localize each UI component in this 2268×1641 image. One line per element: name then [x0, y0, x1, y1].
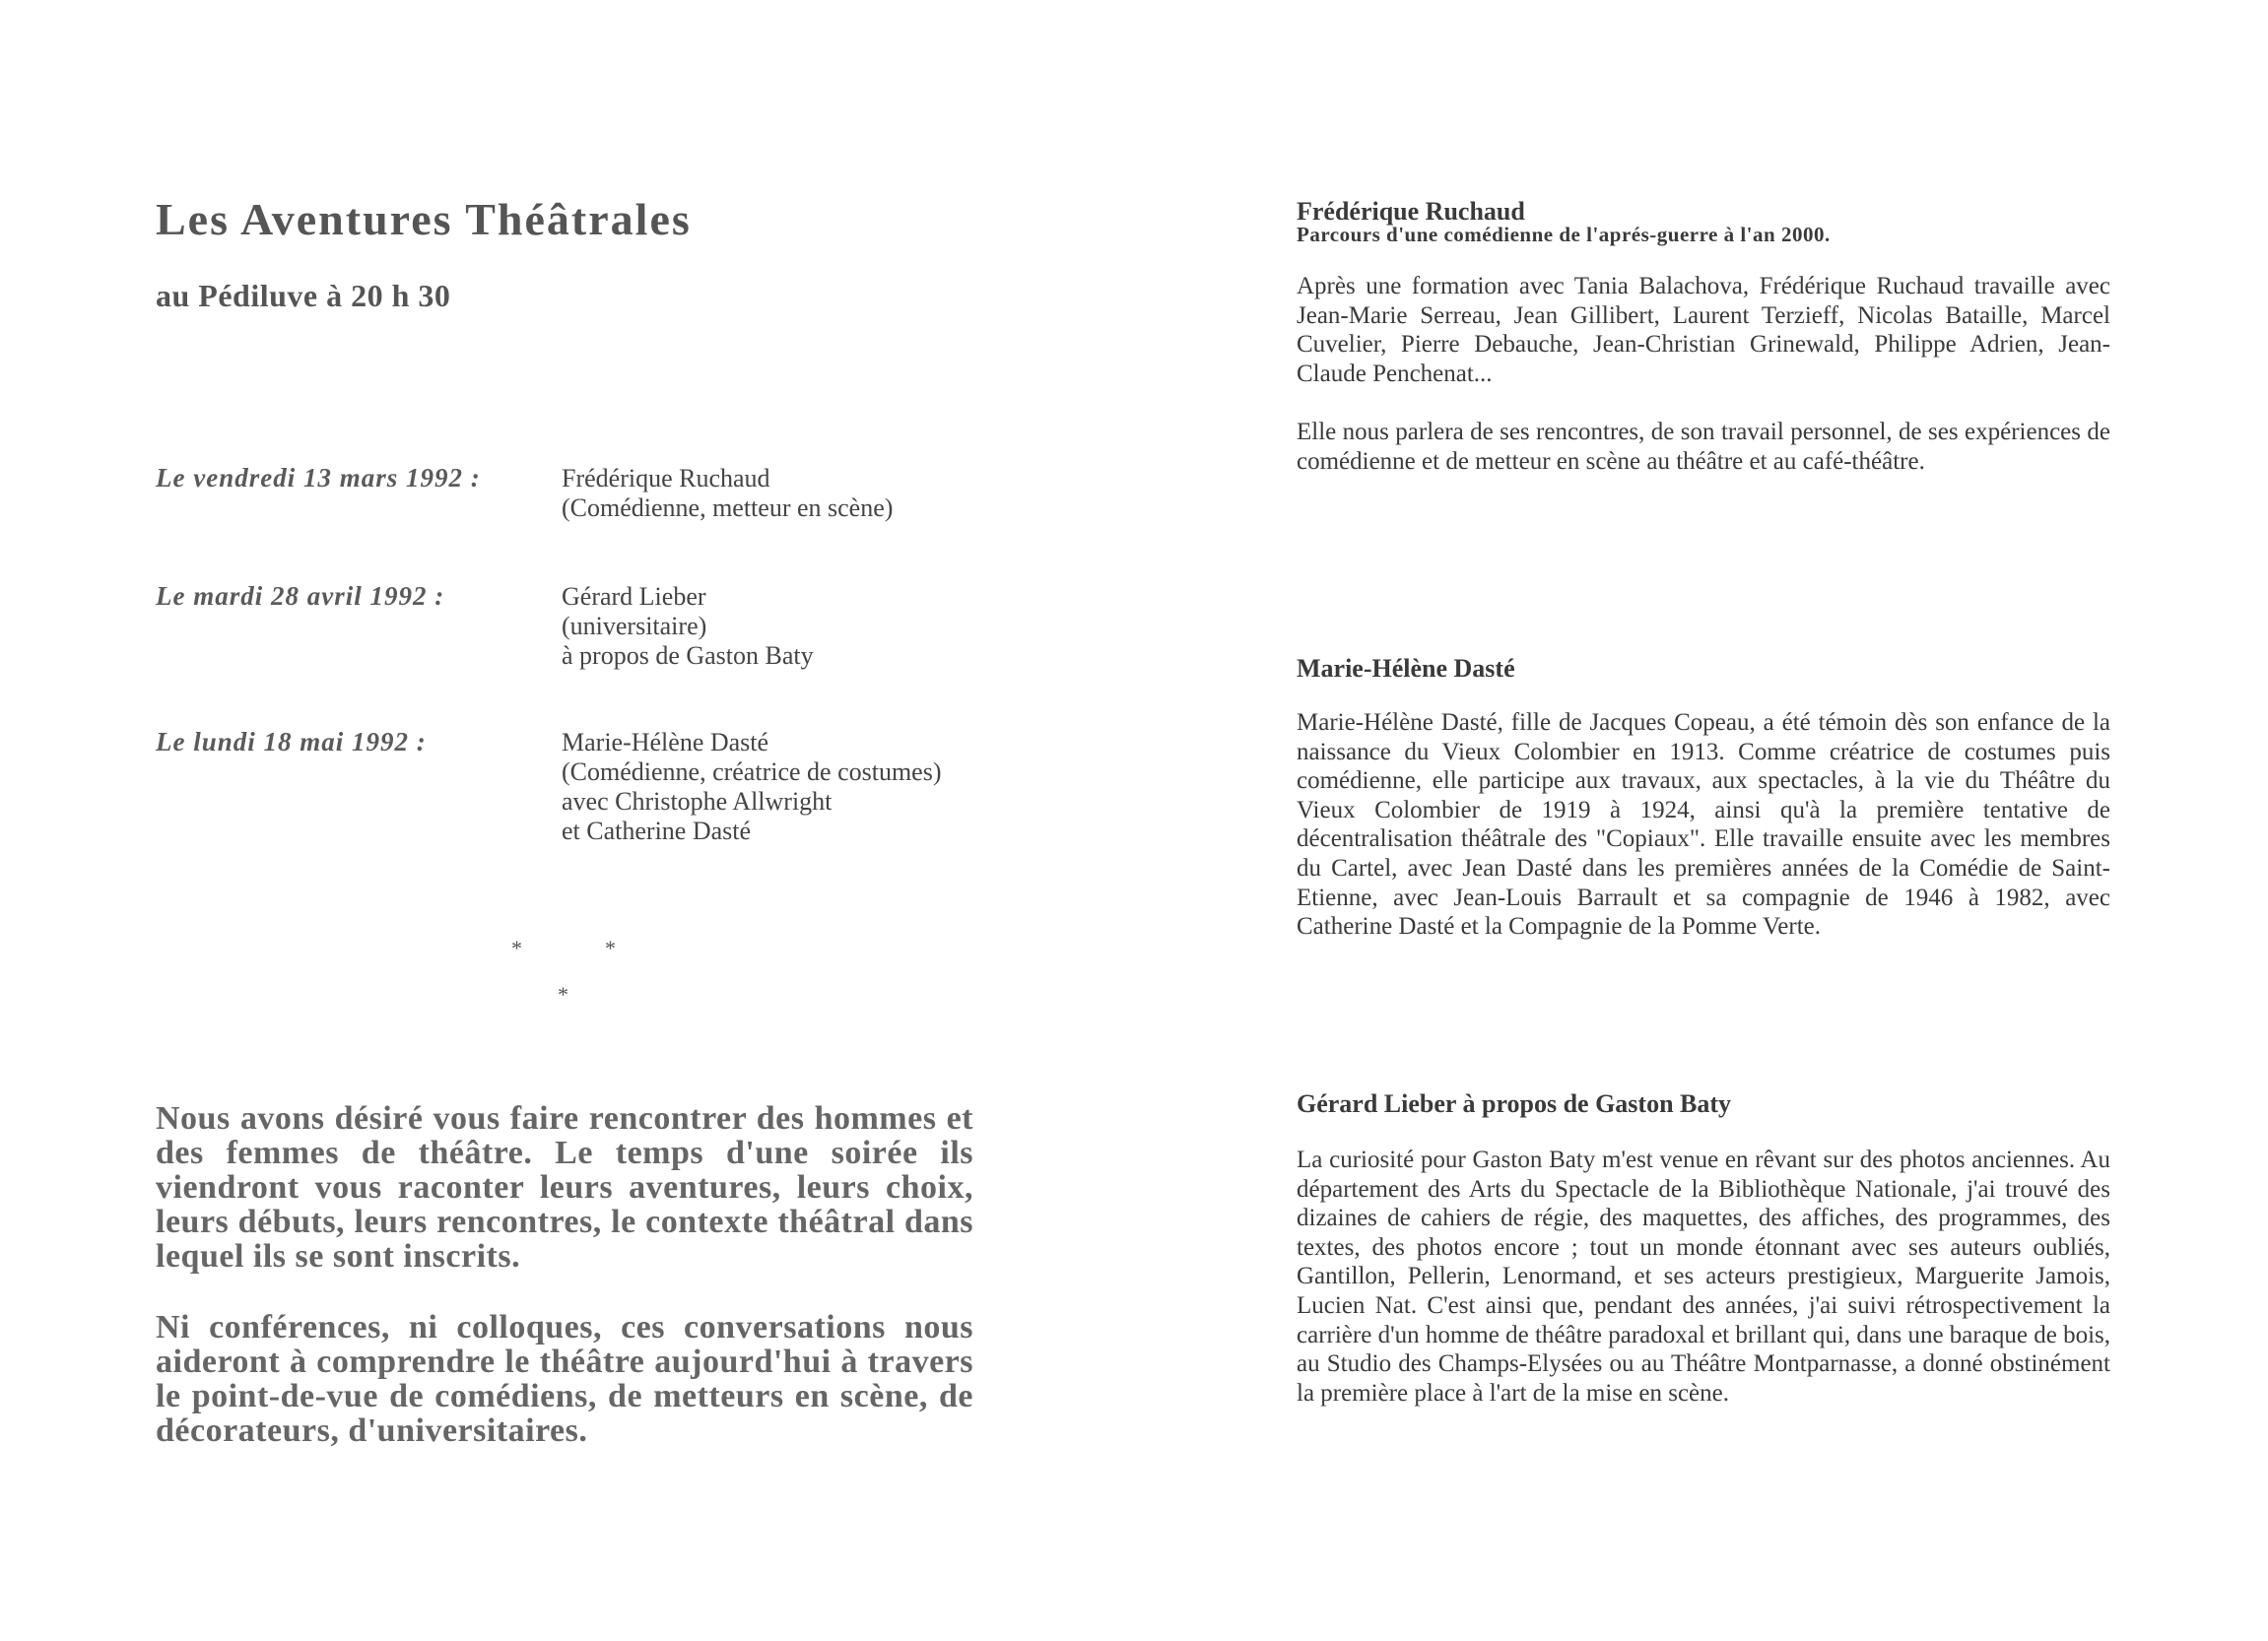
ruchaud-paragraph-2: Elle nous parlera de ses rencontres, de son travail personnel, de ses expériences de comédienne et de metteur en scène au théâtre et au café-théâtre.: [1297, 419, 2110, 475]
separator-star: *: [558, 982, 568, 1007]
daste-heading: Marie-Hélène Dasté: [1297, 654, 1515, 683]
programme-line: à propos de Gaston Baty: [562, 641, 814, 670]
separator-star: *: [605, 936, 616, 960]
separator-star: *: [511, 936, 522, 960]
document-title: Les Aventures Théâtrales: [156, 194, 692, 244]
intro-paragraph-2: Ni conférences, ni colloques, ces conversations nous aideront à comprendre le théâtre aujourd'hui à travers le point-de-vue de comédiens, de metteurs en scène, de décorateurs, d'universitaires.: [156, 1309, 973, 1449]
programme-date-1: Le vendredi 13 mars 1992 :: [156, 463, 481, 492]
intro-paragraph-1: Nous avons désiré vous faire rencontrer des hommes et des femmes de théâtre. Le temps d'une soirée ils viendront vous raconter leurs aventures, leurs choix, leurs débuts, leurs rencontres, le contexte théâtral dans lequel ils se sont inscrits.: [156, 1100, 973, 1275]
programme-line: (Comédienne, metteur en scène): [562, 493, 894, 522]
lieber-paragraph: La curiosité pour Gaston Baty m'est venue en rêvant sur des photos anciennes. Au département des Arts du Spectacle de la Bibliothèque Nationale, j'ai trouvé des dizaines de cahiers de régie, des maquettes, des affiches, des programmes, des textes, des photos encore ; tout un monde étonnant avec ses auteurs oubliés, Gantillon, Pellerin, Lenormand, et ses acteurs prestigieux, Marguerite Jamois, Lucien Nat. C'est ainsi que, pendant des années, j'ai suivi rétrospectivement la carrière d'un homme de théâtre paradoxal et brillant qui, dans une baraque de bois, au Studio des Champs-Elysées ou au Théâtre Montparnasse, a donné obstinément la première place à l'art de la mise en scène.: [1297, 1147, 2110, 1407]
programme-line: et Catherine Dasté: [562, 817, 752, 845]
daste-paragraph: Marie-Hélène Dasté, fille de Jacques Copeau, a été témoin dès son enfance de la naissance du Vieux Colombier en 1913. Comme créatrice de costumes puis comédienne, elle participe aux travaux, aux spectacles, à la vie du Théâtre du Vieux Colombier de 1919 à 1924, ainsi qu'à la première tentative de décentralisation théâtrale des "Copiaux". Elle travaille ensuite avec les membres du Cartel, avec Jean Dasté dans les premières années de la Comédie de Saint-Etienne, avec Jean-Louis Barrault et sa compagnie de 1946 à 1982, avec Catherine Dasté et la Compagnie de la Pomme Verte.: [1297, 709, 2110, 941]
venue-time: au Pédiluve à 20 h 30: [156, 278, 451, 313]
programme-line: avec Christophe Allwright: [562, 787, 833, 816]
programme-detail-1: [562, 464, 1054, 523]
programme-line: (universitaire): [562, 612, 707, 640]
ruchaud-subheading: Parcours d'une comédienne de l'aprés-guerre à l'an 2000.: [1297, 223, 1831, 246]
programme-date-2: Le mardi 28 avril 1992 :: [156, 581, 445, 611]
programme-line: (Comédienne, créatrice de costumes): [562, 757, 942, 786]
lieber-heading: Gérard Lieber à propos de Gaston Baty: [1297, 1089, 1732, 1118]
programme-line: Marie-Hélène Dasté: [562, 728, 769, 756]
ruchaud-paragraph-1: Après une formation avec Tania Balachova, Frédérique Ruchaud travaille avec Jean-Marie Serreau, Jean Gillibert, Laurent Terzieff, Nicolas Bataille, Marcel Cuvelier, Pierre Debauche, Jean-Christian Grinewald, Philippe Adrien, Jean-Claude Penchenat...: [1297, 273, 2110, 387]
programme-line: Gérard Lieber: [562, 582, 706, 611]
programme-date-3: Le lundi 18 mai 1992 :: [156, 727, 427, 756]
programme-line: Frédérique Ruchaud: [562, 464, 770, 492]
programme-detail-2: [562, 582, 1054, 671]
programme-detail-3: [562, 728, 1054, 846]
ruchaud-heading: Frédérique Ruchaud: [1297, 197, 1525, 226]
